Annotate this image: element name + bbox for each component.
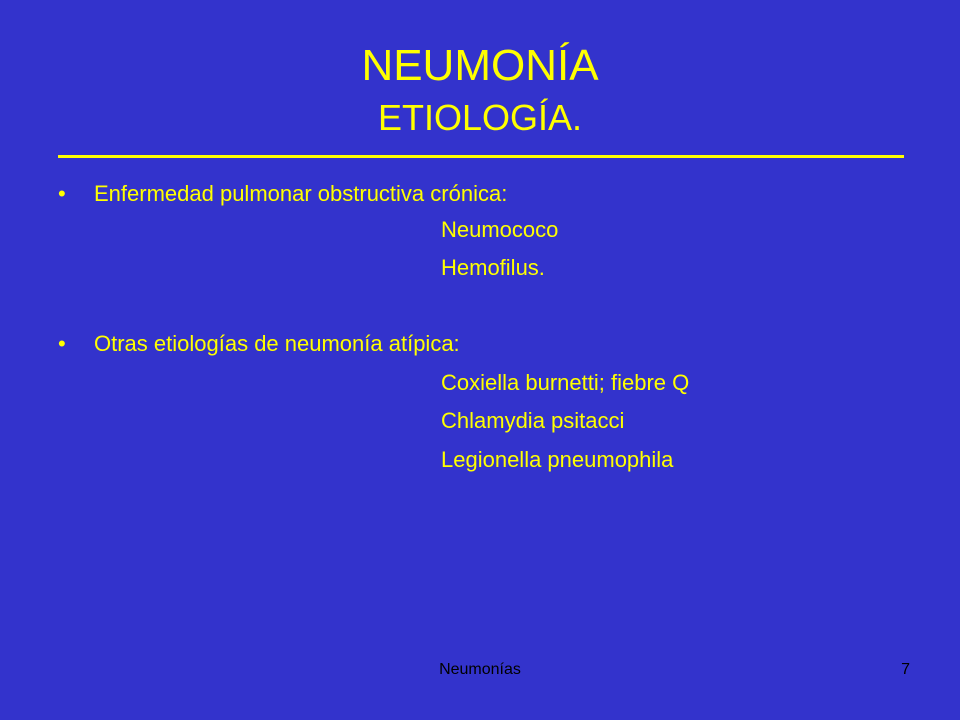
sub-item: Legionella pneumophila bbox=[441, 447, 674, 472]
page-number: 7 bbox=[901, 661, 910, 678]
bullet-text: Enfermedad pulmonar obstructiva crónica: bbox=[94, 181, 508, 206]
sub-item: Hemofilus. bbox=[441, 255, 545, 280]
slide-title: NEUMONÍA bbox=[361, 41, 599, 90]
sub-item: Coxiella burnetti; fiebre Q bbox=[441, 370, 690, 395]
bullet-item bbox=[58, 180, 507, 208]
sub-item: Chlamydia psitacci bbox=[441, 408, 625, 433]
footer-label: Neumonías bbox=[439, 661, 521, 678]
bullet-text: Otras etiologías de neumonía atípica: bbox=[94, 331, 460, 356]
slide-subtitle: ETIOLOGÍA. bbox=[377, 97, 583, 138]
bullet-item bbox=[58, 330, 460, 358]
bullet-marker: • bbox=[58, 181, 66, 206]
sub-item: Neumococo bbox=[441, 217, 559, 242]
title-divider bbox=[58, 155, 904, 158]
bullet-marker: • bbox=[58, 331, 66, 356]
